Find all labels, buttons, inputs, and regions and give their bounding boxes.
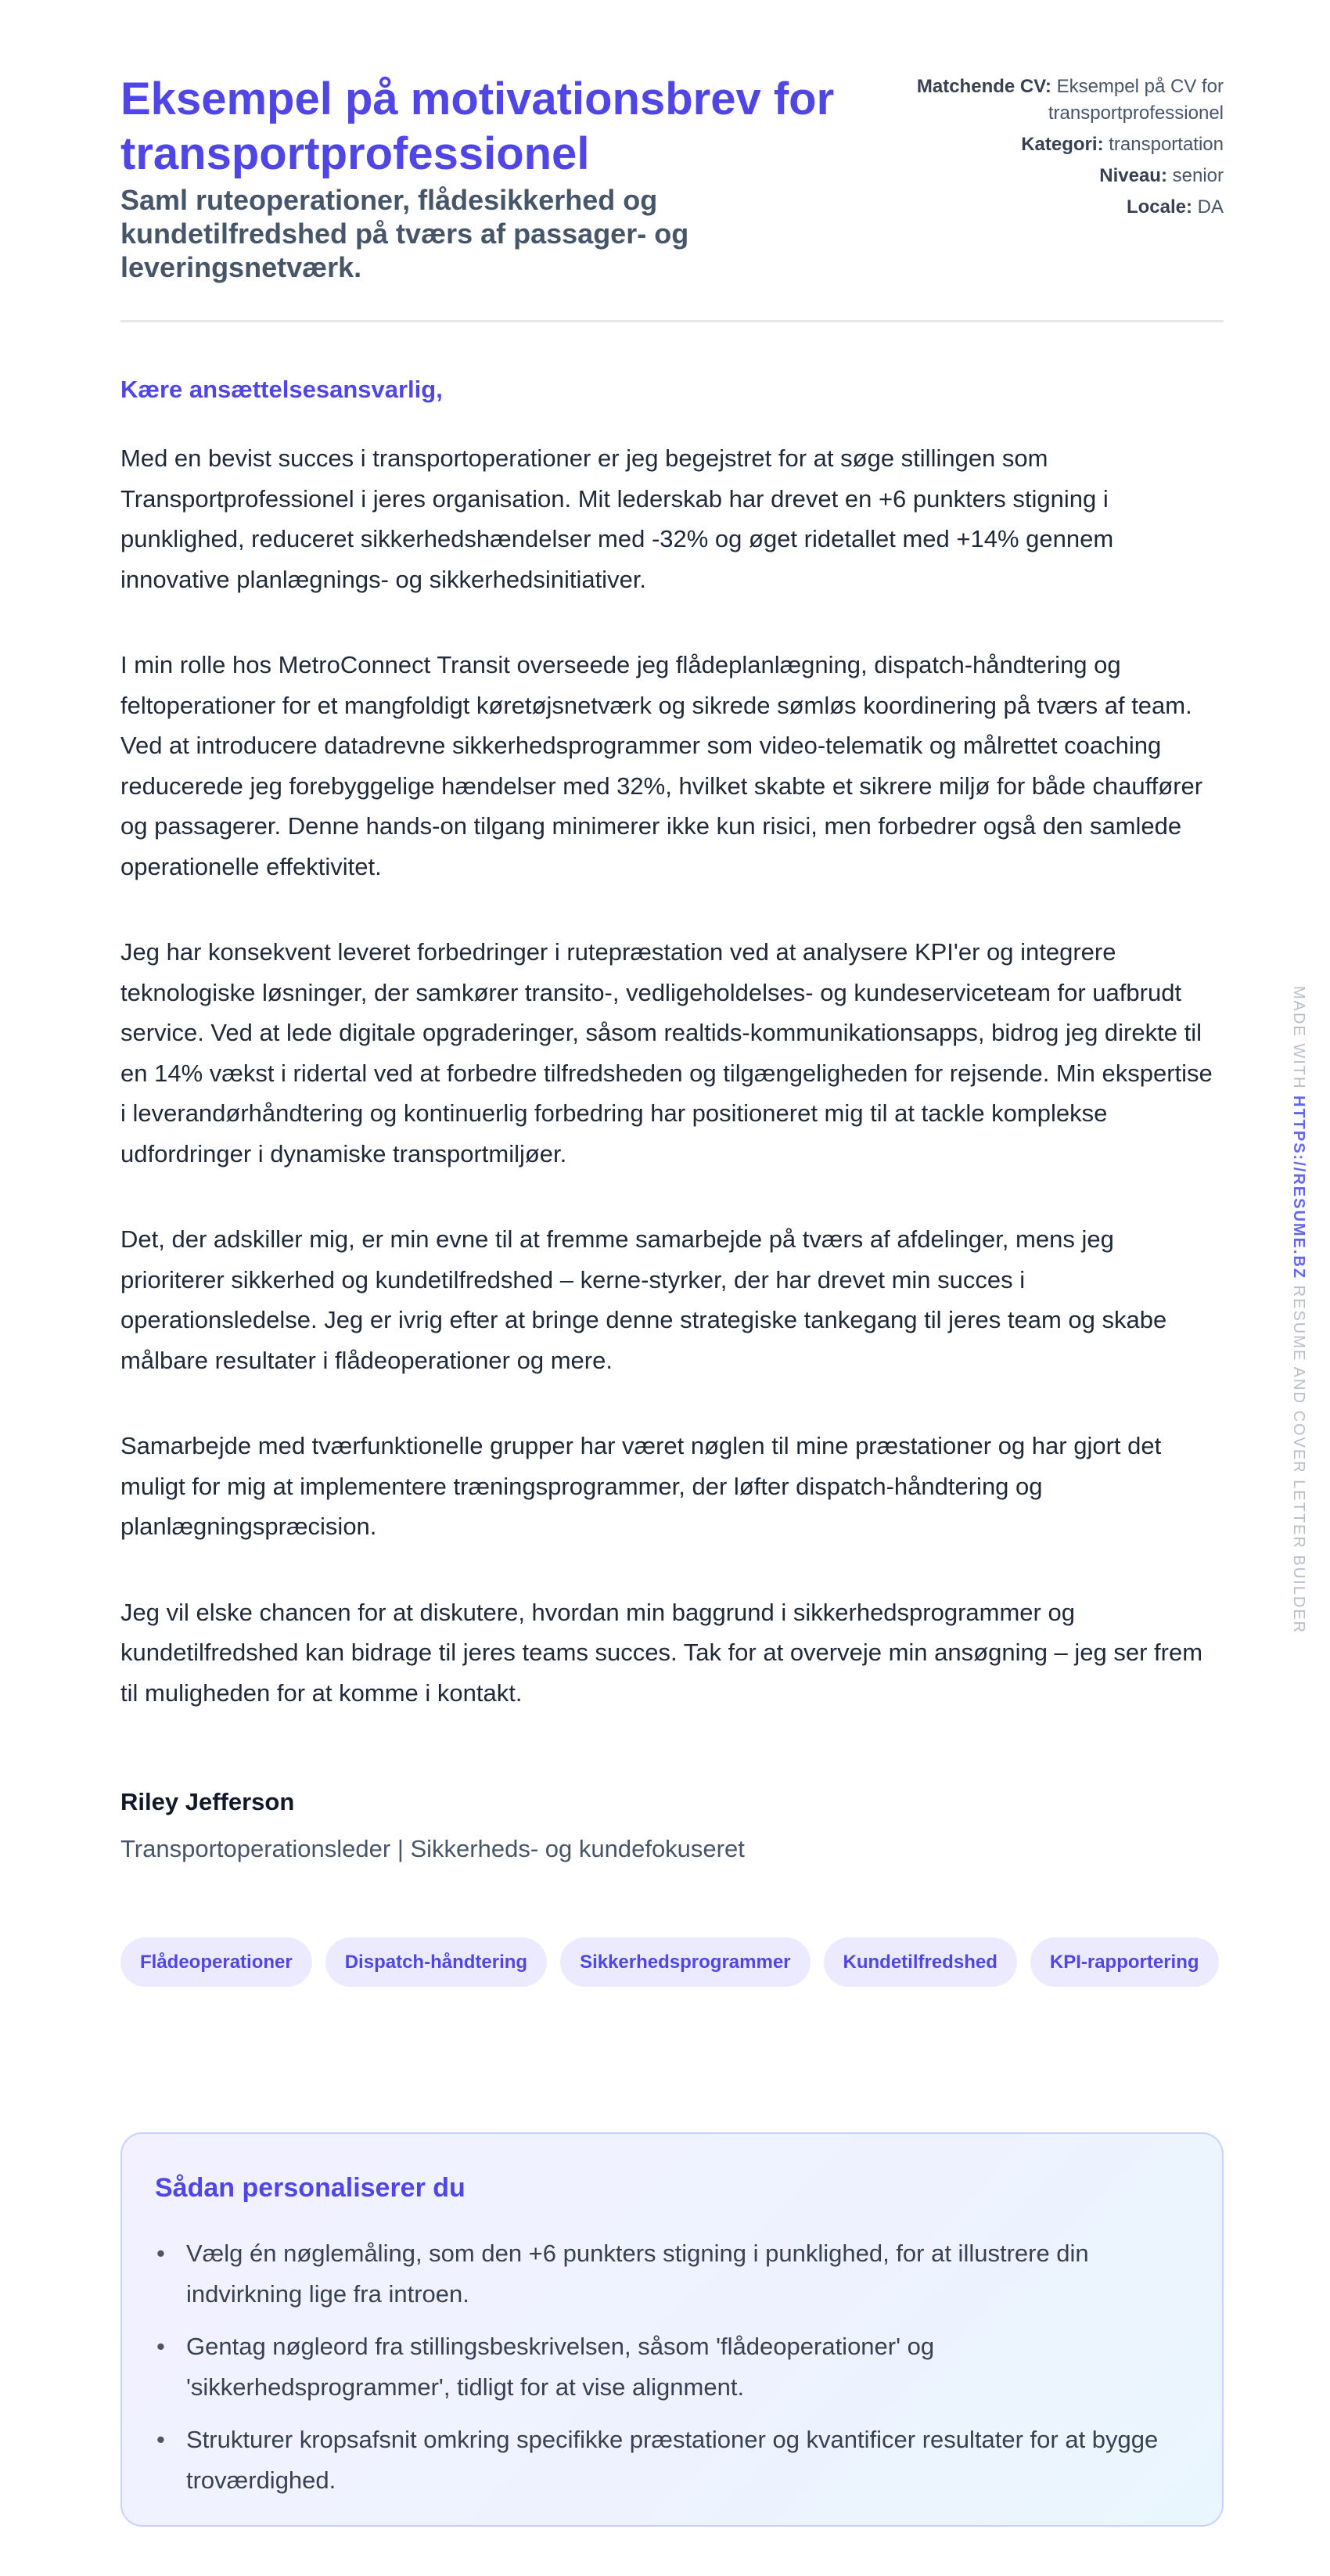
letter-header — [120, 0, 1224, 322]
letter-paragraph: I min rolle hos MetroConnect Transit overseede jeg flådeplanlægning, dispatch-håndtering og feltoperationer for et mangfoldigt køretøjsnetværk og sikrede sømløs koordinering på tværs af team. Ved at introducere datadrevne sikkerhedsprogrammer som video-telematik og målrettet coaching reducerede jeg forebyggelige hændelser med 32%, hvilket skabte et sikrere miljø for både chauffører og passagerer. Denne hands-on tilgang minimerer ikke kun risici, men forbedrer også den samlede operationelle effektivitet. — [120, 651, 1203, 880]
tip-item — [155, 2419, 1180, 2501]
meta-locale-label: Locale: — [1126, 196, 1192, 218]
tips-title: Sådan personaliserer du — [155, 2173, 466, 2203]
meta-locale — [895, 194, 1224, 221]
watermark-link[interactable]: HTTPS://RESUME.BZ — [1290, 1096, 1307, 1280]
vertical-watermark — [1289, 986, 1307, 1634]
page-title: Eksempel på motivationsbrev for transportprofessionel — [120, 74, 835, 179]
bullet-icon: • — [156, 2426, 165, 2453]
meta-category — [895, 131, 1224, 158]
watermark-made-with: MADE WITH — [1290, 986, 1307, 1096]
tip-item — [155, 2326, 1180, 2408]
signature-role: Transportoperationsleder | Sikkerheds- og kundefokuseret — [120, 1835, 745, 1862]
meta-matching-cv-value: Eksempel på CV for transportprofessionel — [1048, 76, 1224, 124]
skill-tags — [120, 1937, 1224, 1987]
bullet-icon: • — [156, 2240, 165, 2267]
meta-level-value: senior — [1172, 165, 1224, 186]
letter-greeting: Kære ansættelsesansvarlig, — [120, 376, 443, 403]
tip-text: Vælg én nøglemåling, som den +6 punkters stigning i punklighed, for at illustrere din indvirkning lige fra introen. — [186, 2240, 1089, 2308]
personalization-tips-box — [120, 2132, 1224, 2527]
tips-list — [155, 2233, 1180, 2513]
skill-tag: KPI-rapportering — [1030, 1937, 1219, 1987]
signature-name: Riley Jefferson — [120, 1788, 295, 1815]
letter-paragraph: Med en bevist succes i transportoperationer er jeg begejstret for at søge stillingen som Transportprofessionel i jeres organisation. Mit lederskab har drevet en +6 punkters stigning i punklighed, reduceret sikkerhedshændelser med -32% og øget ridetallet med +14% gennem innovative planlægnings- og sikkerhedsinitiativer. — [120, 444, 1114, 593]
skill-tag: Kundetilfredshed — [824, 1937, 1017, 1987]
skill-tag: Sikkerhedsprogrammer — [560, 1937, 810, 1987]
letter-paragraph: Jeg vil elske chancen for at diskutere, hvordan min baggrund i sikkerhedsprogrammer og kundetilfredshed kan bidrage til jeres teams succes. Tak for at overveje min ansøgning – jeg ser frem til muligheden for at komme i kontakt. — [120, 1598, 1203, 1707]
tip-text: Strukturer kropsafsnit omkring specifikke præstationer og kvantificer resultater for at bygge troværdighed. — [186, 2426, 1159, 2494]
letter-paragraph: Samarbejde med tværfunktionelle grupper har været nøglen til mine præstationer og har gjort det muligt for mig at implementere træningsprogrammer, der løfter dispatch-håndtering og planlægningspræcision. — [120, 1432, 1162, 1540]
letter-paragraph: Det, der adskiller mig, er min evne til at fremme samarbejde på tværs af afdelinger, mens jeg prioriterer sikkerhed og kundetilfredshed – kerne-styrker, der har drevet min succes i operationsledelse. Jeg er ivrig efter at bringe denne strategiske tankegang til jeres team og skabe målbare resultater i flådeoperationer og mere. — [120, 1225, 1167, 1374]
meta-locale-value: DA — [1197, 196, 1224, 218]
watermark-tagline: RESUME AND COVER LETTER BUILDER — [1290, 1279, 1307, 1635]
skill-tag: Dispatch-håndtering — [325, 1937, 547, 1987]
tip-text: Gentag nøgleord fra stillingsbeskrivelsen, såsom 'flådeoperationer' og 'sikkerhedsprogrammer', tidligt for at vise alignment. — [186, 2333, 935, 2401]
meta-matching-cv-label: Matchende CV: — [916, 76, 1051, 97]
page-subtitle: Saml ruteoperationer, flådesikkerhed og kundetilfredshed på tværs af passager- og leveringsnetværk. — [120, 184, 689, 283]
meta-level — [895, 163, 1224, 189]
meta-level-label: Niveau: — [1099, 165, 1167, 186]
meta-category-value: transportation — [1109, 134, 1224, 155]
skill-tag: Flådeoperationer — [120, 1937, 312, 1987]
tip-item — [155, 2233, 1180, 2315]
letter-body — [120, 438, 1224, 1758]
bullet-icon: • — [156, 2333, 165, 2360]
letter-paragraph: Jeg har konsekvent leveret forbedringer i rutepræstation ved at analysere KPI'er og integrere teknologiske løsninger, der samkører transito-, vedligeholdelses- og kundeserviceteam for uafbrudt service. Ved at lede digitale opgraderinger, såsom realtids-kommunikationsapps, bidrog jeg direkte til en 14% vækst i ridertal ved at forbedre tilfredsheden og tilgængeligheden for rejsende. Min ekspertise i leverandørhåndtering og kontinuerlig forbedring har positioneret mig til at tackle komplekse udfordringer i dynamiske transportmiljøer. — [120, 938, 1213, 1167]
cover-letter-page — [120, 0, 1224, 2494]
meta-category-label: Kategori: — [1021, 134, 1104, 155]
meta-matching-cv — [895, 74, 1224, 127]
meta-info — [895, 74, 1224, 221]
